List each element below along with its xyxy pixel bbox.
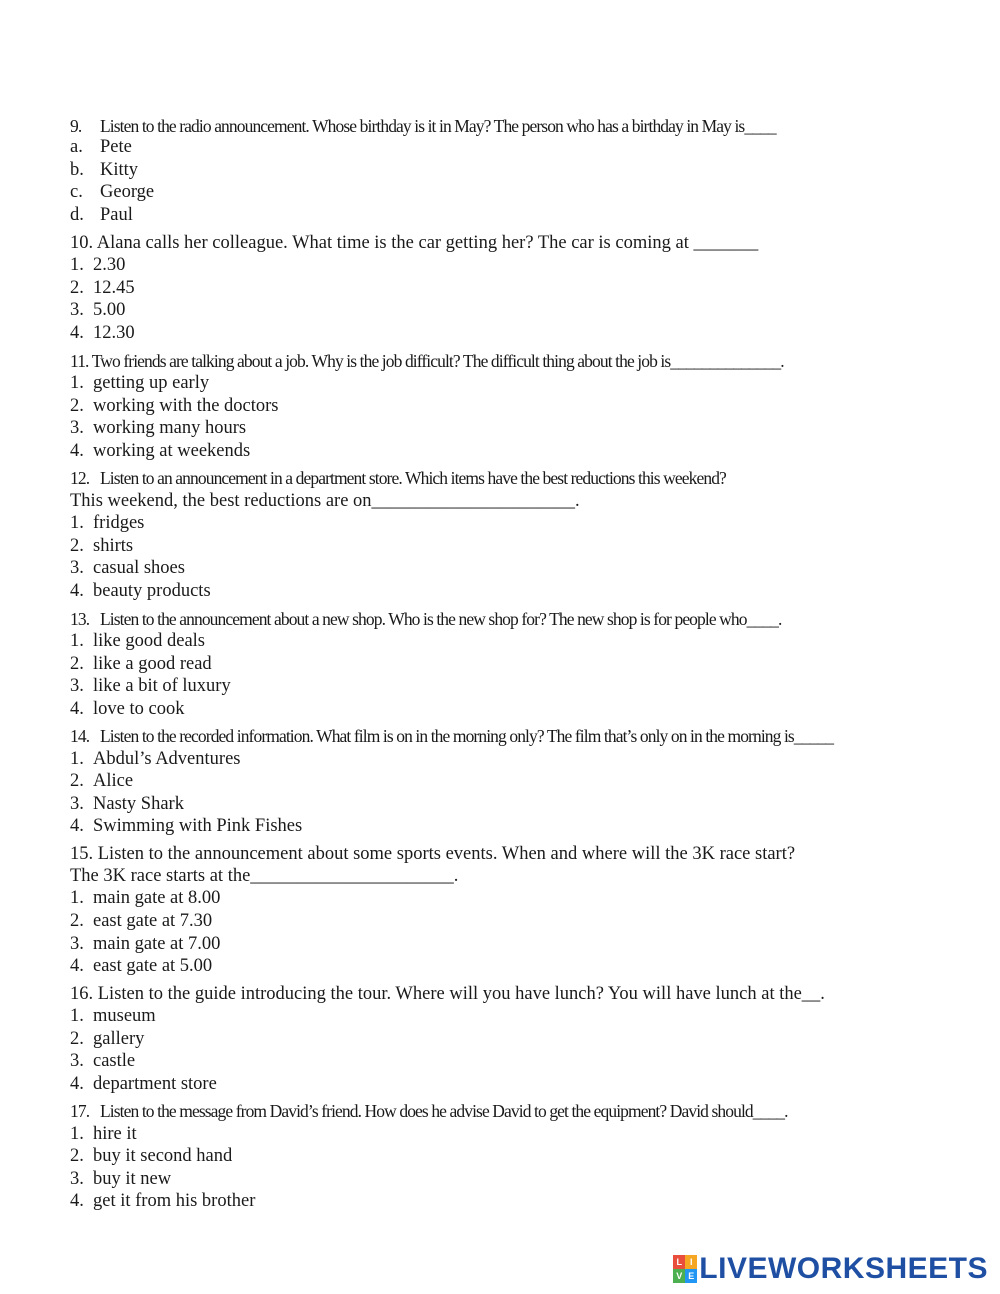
question-text: Listen to the radio announcement. Whose birthday is it in May? The person who has a birthday in May is____ [100,116,776,136]
question-number: 11. [70,351,89,371]
question-text: Alana calls her colleague. What time is the car getting her? The car is coming at _______ [96,233,759,253]
option-15-2[interactable]: 2. east gate at 7.30 [70,911,213,931]
option-13-2[interactable]: 2. like a good read [70,654,212,674]
option-9d[interactable]: d. Paul [70,205,133,225]
option-17-1[interactable]: 1. hire it [70,1124,137,1144]
question-number: 17. [70,1101,90,1121]
option-17-2[interactable]: 2. buy it second hand [70,1146,233,1166]
option-15-4[interactable]: 4. east gate at 5.00 [70,956,213,976]
option-10-3[interactable]: 3. 5.00 [70,300,126,320]
option-11-3[interactable]: 3. working many hours [70,418,247,438]
question-11 [70,350,950,372]
liveworksheets-logo-text: LIVEWORKSHEETS [699,1252,988,1285]
option-17-3[interactable]: 3. buy it new [70,1169,172,1189]
question-number: 13. [70,609,90,629]
question-number: 16. [70,984,94,1004]
option-16-3[interactable]: 3. castle [70,1051,136,1071]
question-14 [70,725,950,747]
question-text: Listen to an announcement in a department store. Which items have the best reductions this weekend? [100,468,726,488]
question-15-stem: The 3K race starts at the______________________. [70,866,459,886]
option-12-2[interactable]: 2. shirts [70,536,134,556]
liveworksheets-logo-icon: L I V E [673,1255,697,1283]
option-11-2[interactable]: 2. working with the doctors [70,396,279,416]
question-number: 10. [70,233,94,253]
question-number: 12. [70,468,90,488]
option-12-3[interactable]: 3. casual shoes [70,558,185,578]
option-14-1[interactable]: 1. Abdul’s Adventures [70,749,241,769]
option-16-4[interactable]: 4. department store [70,1074,217,1094]
option-10-1[interactable]: 1. 2.30 [70,255,126,275]
question-9 [70,115,950,137]
option-10-2[interactable]: 2. 12.45 [70,278,135,298]
option-14-2[interactable]: 2. Alice [70,771,134,791]
question-15 [70,843,950,865]
option-12-4[interactable]: 4. beauty products [70,581,211,601]
option-9c[interactable]: c. George [70,182,155,202]
question-16 [70,983,950,1005]
option-11-4[interactable]: 4. working at weekends [70,441,251,461]
option-15-1[interactable]: 1. main gate at 8.00 [70,888,221,908]
question-13 [70,608,950,630]
option-13-1[interactable]: 1. like good deals [70,631,206,651]
question-17 [70,1100,950,1122]
question-number: 9. [70,116,82,136]
question-10 [70,232,950,254]
option-16-1[interactable]: 1. museum [70,1006,156,1026]
option-13-4[interactable]: 4. love to cook [70,699,185,719]
option-11-1[interactable]: 1. getting up early [70,373,210,393]
option-10-4[interactable]: 4. 12.30 [70,323,135,343]
option-13-3[interactable]: 3. like a bit of luxury [70,676,231,696]
option-14-4[interactable]: 4. Swimming with Pink Fishes [70,816,303,836]
question-text: Listen to the recorded information. What film is on in the morning only? The film that’s only on in the morning is_____ [100,726,834,746]
question-12 [70,467,950,489]
question-text: Listen to the announcement about some sports events. When and where will the 3K race start? [97,844,796,864]
option-14-3[interactable]: 3. Nasty Shark [70,794,184,814]
option-17-4[interactable]: 4. get it from his brother [70,1191,256,1211]
question-12-stem: This weekend, the best reductions are on______________________. [70,491,580,511]
question-number: 14. [70,726,90,746]
option-15-3[interactable]: 3. main gate at 7.00 [70,934,221,954]
option-9b[interactable]: b. Kitty [70,160,139,180]
liveworksheets-logo[interactable] [673,1252,988,1286]
option-9a[interactable]: a. Pete [70,137,132,157]
question-number: 15. [70,844,94,864]
question-text: Listen to the guide introducing the tour. Where will you have lunch? You will have lunch at the__. [97,984,825,1004]
option-16-2[interactable]: 2. gallery [70,1029,145,1049]
question-text: Listen to the announcement about a new shop. Who is the new shop for? The new shop is for people who____. [100,609,782,629]
question-text: Two friends are talking about a job. Why is the job difficult? The difficult thing about the job is______________. [91,351,784,371]
option-12-1[interactable]: 1. fridges [70,513,145,533]
question-text: Listen to the message from David’s friend. How does he advise David to get the equipment? David should____. [100,1101,788,1121]
